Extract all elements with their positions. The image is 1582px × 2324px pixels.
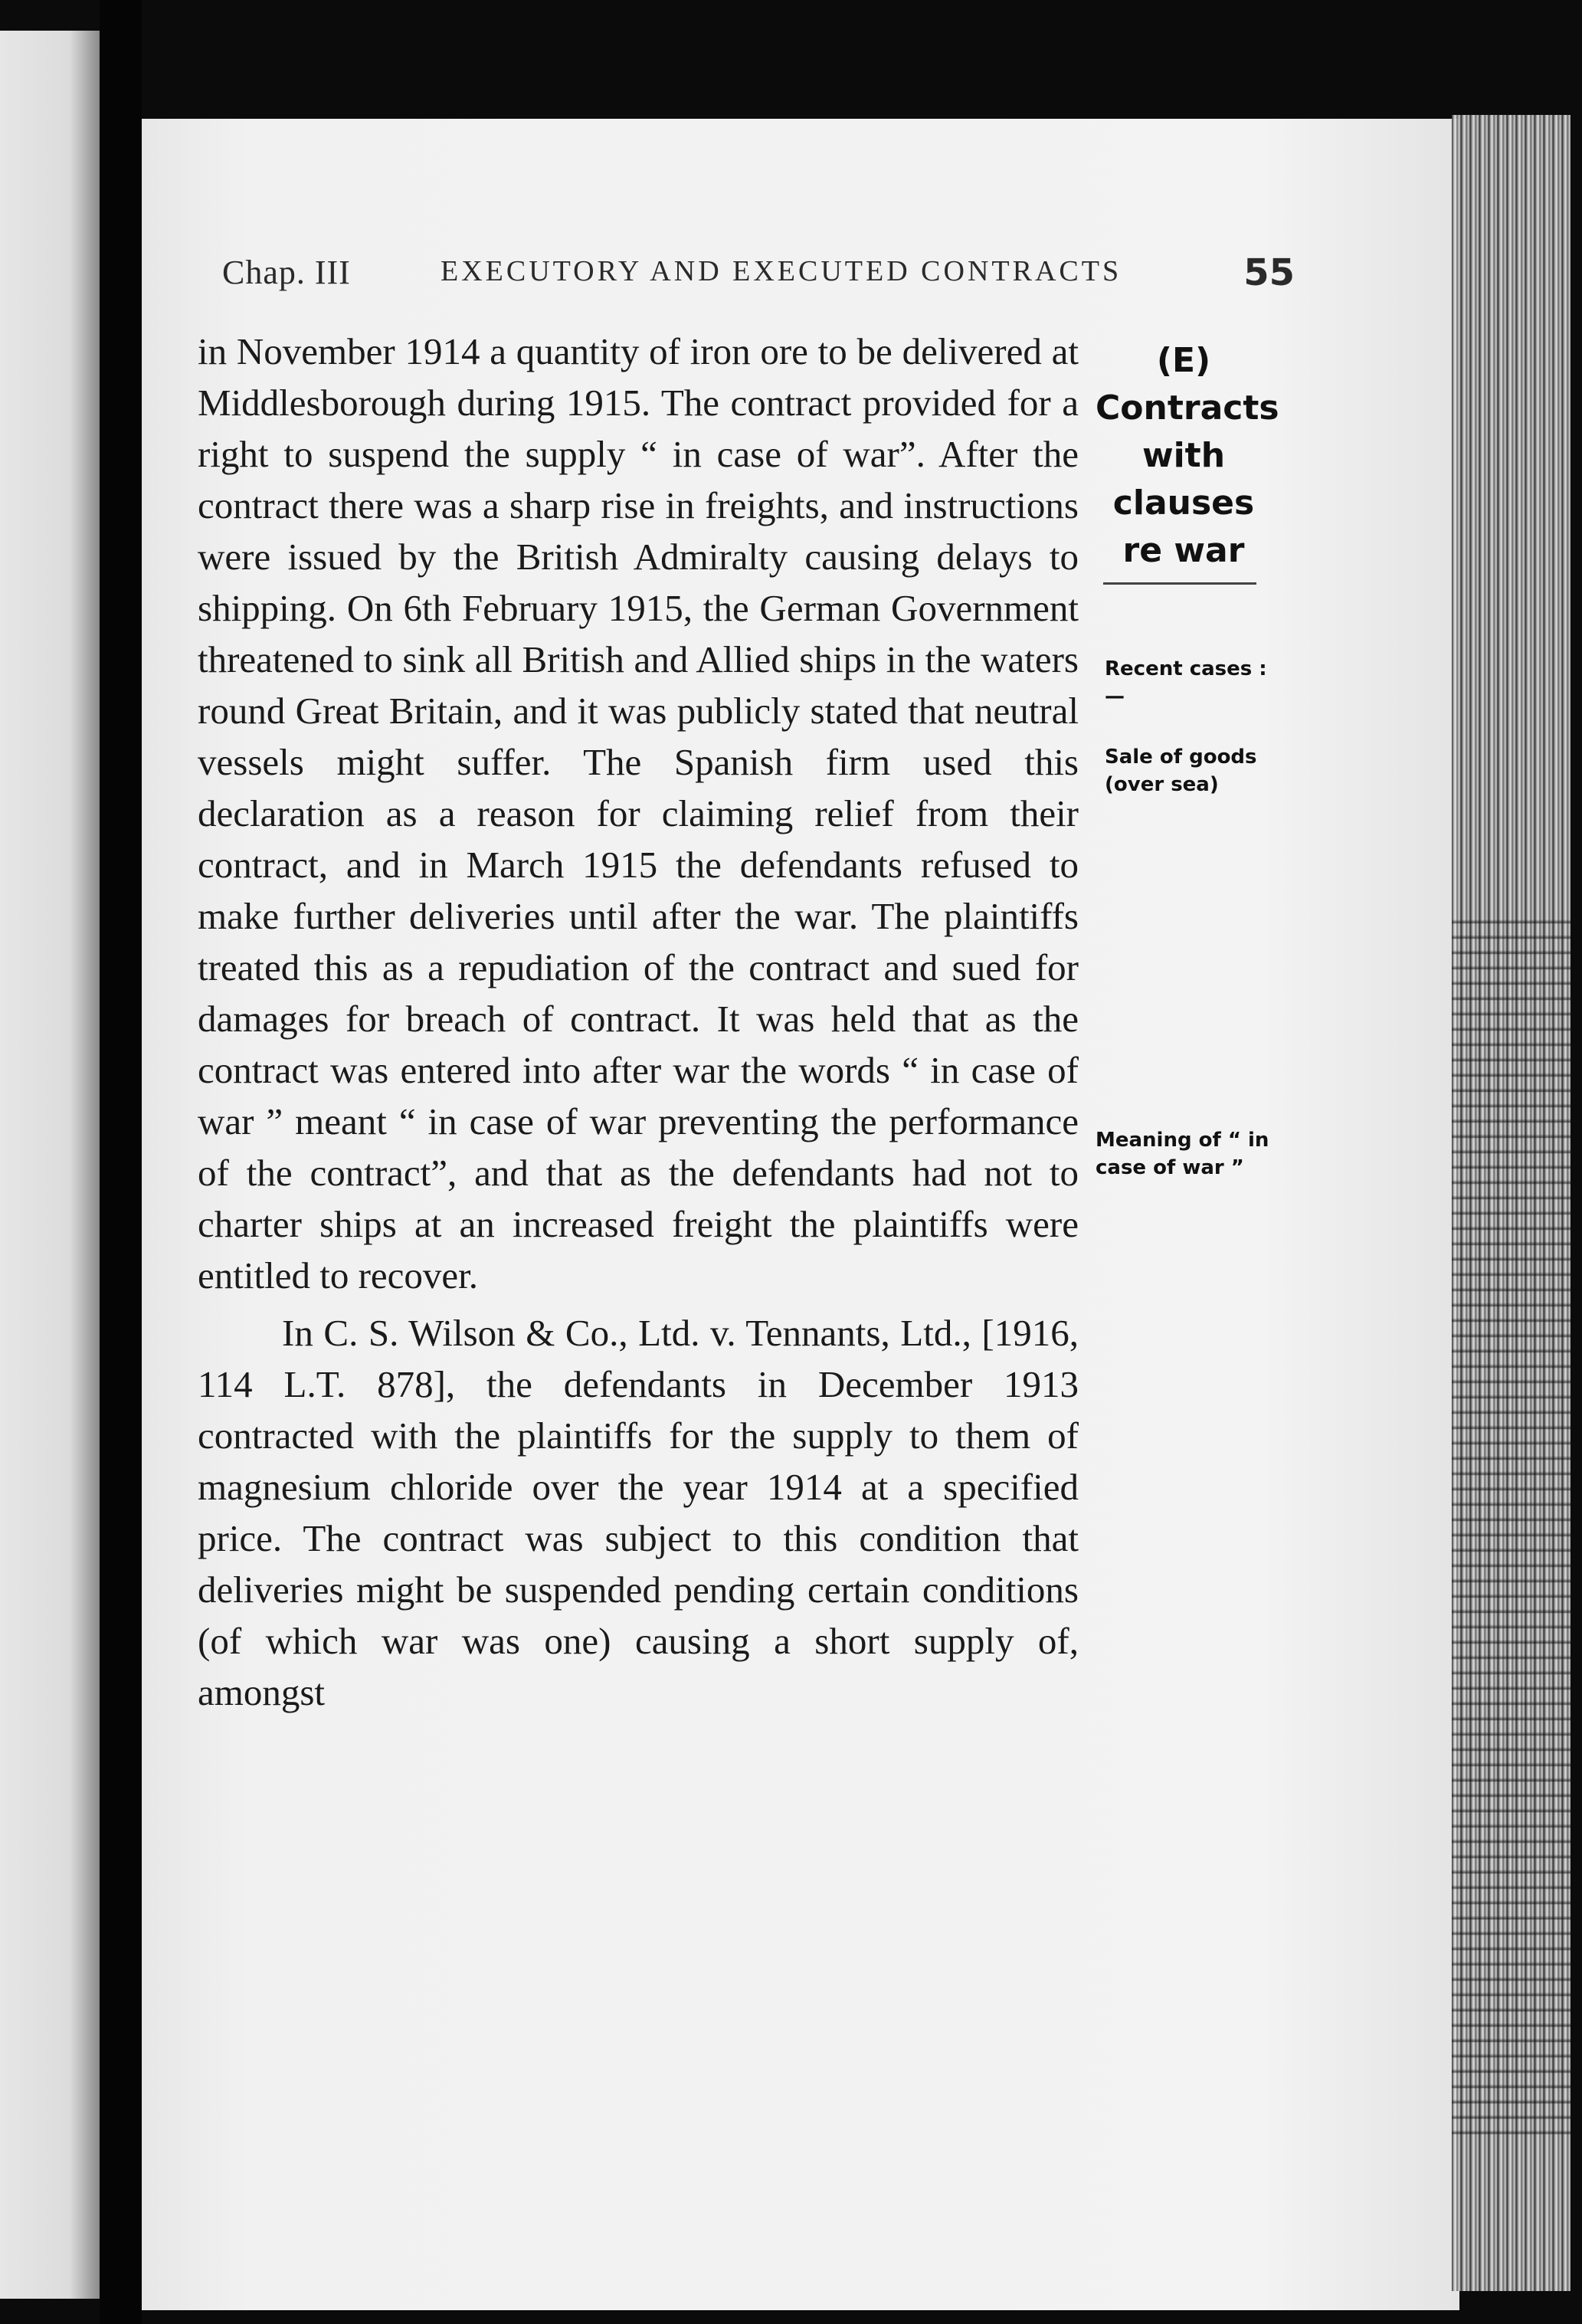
main-text-column [198,326,1079,1718]
book-gutter [100,0,142,2324]
left-page-edge [0,31,100,2299]
side-heading: (E) Contracts with clauses re war [1096,341,1279,570]
paragraph-2: In C. S. Wilson & Co., Ltd. v. Tennants, Ltd., [1916, 114 L.T. 878], the defendants in December 1913 contracted with the plaintiffs for the supply to them of magnesium chloride over the year 1914 at a specified price. The contract was subject to this condition that deliveries might be suspended pending certain conditions (of which war was one) causing a short supply of, amongst [198,1312,1079,1713]
page-number: 55 [1243,251,1295,294]
running-title: EXECUTORY AND EXECUTED CONTRACTS [441,255,1122,287]
page-edge-marks [1452,919,1571,2145]
side-heading-rule [1103,582,1256,585]
margin-note-sale-of-goods: Sale of goods (over sea) [1105,746,1257,796]
running-header [222,253,1295,299]
margin-notes [1096,337,1279,1179]
margin-note-meaning: Meaning of “ in case of war ” [1096,1129,1269,1179]
chapter-label: Chap. III [222,254,351,291]
margin-note-recent-cases: Recent cases :— [1105,657,1267,708]
paragraph-1: in November 1914 a quantity of iron ore to be delivered at Middlesborough during 1915. The contract provided for a right to suspend the supply “ in case of war”. After the contract there was a sharp rise in freights, and instructions were issued by the British Admiralty causing delays to shipping. On 6th February 1915, the German Government threatened to sink all British and Allied ships in the waters round Great Britain, and it was publicly stated that neutral vessels might suffer. The Spanish firm used this declaration as a reason for claiming relief from their contract, and in March 1915 the defendants refused to make further deliveries until after the war. The plaintiffs treated this as a repudiation of the contract and sued for damages for breach of contract. It was held that as the contract was entered into after war the words “ in case of war ” meant “ in case of war preventing the performance of the contract”, and that as the defendants had not to charter ships at an increased freight the plaintiffs were entitled to recover. [198,330,1079,1296]
